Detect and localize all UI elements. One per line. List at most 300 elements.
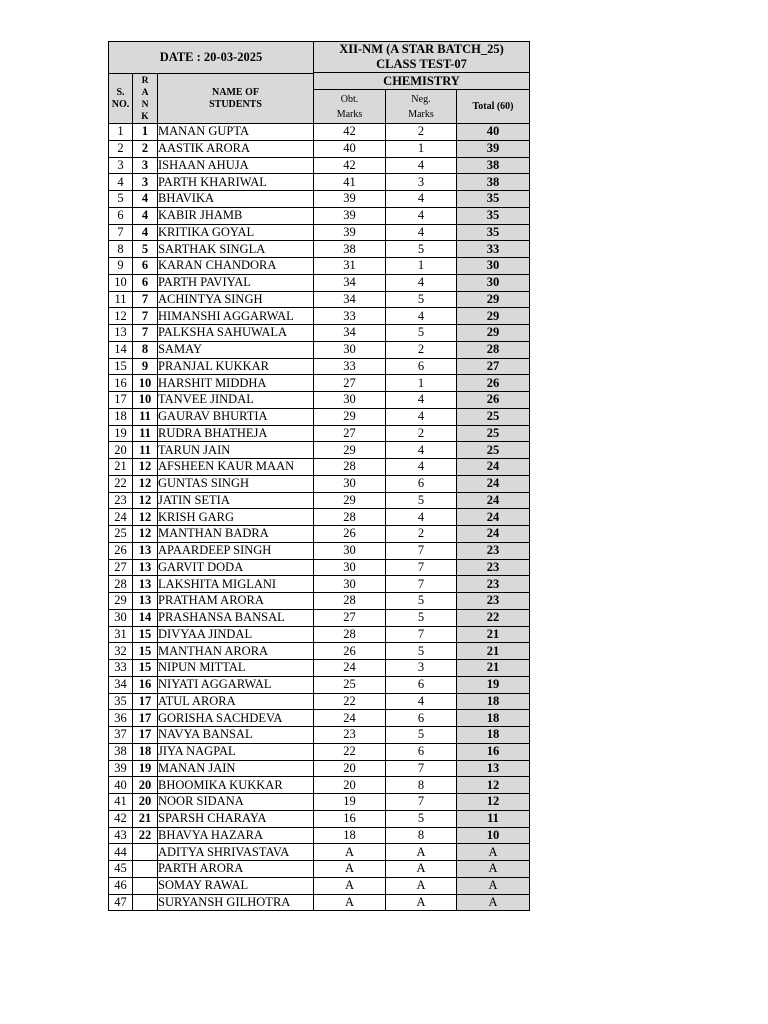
serial-number-cell: 18 bbox=[109, 408, 133, 425]
total-marks-cell: 26 bbox=[457, 375, 530, 392]
obtained-marks-cell: 19 bbox=[314, 794, 386, 811]
student-name-cell: ADITYA SHRIVASTAVA bbox=[158, 844, 314, 861]
table-row bbox=[109, 810, 530, 827]
negative-marks-cell: 4 bbox=[386, 191, 457, 208]
total-marks-cell: 27 bbox=[457, 358, 530, 375]
negative-marks-cell: 3 bbox=[386, 660, 457, 677]
total-marks-cell: A bbox=[457, 861, 530, 878]
total-marks-cell: 10 bbox=[457, 827, 530, 844]
serial-number-cell: 37 bbox=[109, 727, 133, 744]
negative-marks-cell: 7 bbox=[386, 626, 457, 643]
serial-number-cell: 28 bbox=[109, 576, 133, 593]
negative-marks-cell: 5 bbox=[386, 593, 457, 610]
student-name-cell: BHAVYA HAZARA bbox=[158, 827, 314, 844]
student-name-cell: BHOOMIKA KUKKAR bbox=[158, 777, 314, 794]
table-row bbox=[109, 475, 530, 492]
serial-number-cell: 2 bbox=[109, 140, 133, 157]
table-row bbox=[109, 542, 530, 559]
table-row bbox=[109, 459, 530, 476]
negative-marks-cell: 5 bbox=[386, 643, 457, 660]
total-marks-cell: 25 bbox=[457, 425, 530, 442]
serial-number-cell: 26 bbox=[109, 542, 133, 559]
rank-header-letter: A bbox=[141, 87, 149, 98]
serial-number-cell: 40 bbox=[109, 777, 133, 794]
negative-marks-cell: 4 bbox=[386, 459, 457, 476]
student-name-cell: MANTHAN ARORA bbox=[158, 643, 314, 660]
student-rows bbox=[109, 124, 530, 911]
student-name-cell: NIYATI AGGARWAL bbox=[158, 676, 314, 693]
student-name-cell: ATUL ARORA bbox=[158, 693, 314, 710]
student-name-cell: PARTH PAVIYAL bbox=[158, 274, 314, 291]
serial-number-cell: 43 bbox=[109, 827, 133, 844]
serial-number-cell: 8 bbox=[109, 241, 133, 258]
rank-cell: 13 bbox=[133, 593, 158, 610]
negative-marks-cell: 4 bbox=[386, 308, 457, 325]
serial-number-cell: 27 bbox=[109, 559, 133, 576]
obtained-marks-cell: 34 bbox=[314, 325, 386, 342]
serial-number-cell: 10 bbox=[109, 274, 133, 291]
rank-cell: 15 bbox=[133, 660, 158, 677]
negative-marks-cell: 2 bbox=[386, 526, 457, 543]
rank-cell: 13 bbox=[133, 542, 158, 559]
student-name-cell: SARTHAK SINGLA bbox=[158, 241, 314, 258]
obtained-marks-cell: 41 bbox=[314, 174, 386, 191]
serial-number-cell: 13 bbox=[109, 325, 133, 342]
serial-number-cell: 45 bbox=[109, 861, 133, 878]
obt-header-line2: Marks bbox=[336, 108, 363, 120]
student-name-cell: BHAVIKA bbox=[158, 191, 314, 208]
table-row bbox=[109, 844, 530, 861]
serial-number-cell: 7 bbox=[109, 224, 133, 241]
total-marks-cell: 24 bbox=[457, 492, 530, 509]
student-name-cell: SOMAY RAWAL bbox=[158, 877, 314, 894]
obtained-marks-cell: 27 bbox=[314, 609, 386, 626]
obtained-marks-cell: 30 bbox=[314, 576, 386, 593]
table-row bbox=[109, 676, 530, 693]
table-row bbox=[109, 341, 530, 358]
student-name-cell: HIMANSHI AGGARWAL bbox=[158, 308, 314, 325]
student-name-cell: ISHAAN AHUJA bbox=[158, 157, 314, 174]
serial-number-cell: 17 bbox=[109, 392, 133, 409]
obt-marks-header bbox=[314, 90, 386, 124]
total-marks-cell: 30 bbox=[457, 258, 530, 275]
table-row bbox=[109, 559, 530, 576]
total-marks-cell: 39 bbox=[457, 140, 530, 157]
table-row bbox=[109, 760, 530, 777]
negative-marks-cell: 8 bbox=[386, 777, 457, 794]
student-name-cell: NIPUN MITTAL bbox=[158, 660, 314, 677]
student-name-cell: NAVYA BANSAL bbox=[158, 727, 314, 744]
negative-marks-cell: 5 bbox=[386, 727, 457, 744]
total-marks-cell: 21 bbox=[457, 660, 530, 677]
serial-number-cell: 42 bbox=[109, 810, 133, 827]
student-name-cell: PRANJAL KUKKAR bbox=[158, 358, 314, 375]
serial-number-cell: 1 bbox=[109, 124, 133, 141]
negative-marks-cell: 7 bbox=[386, 559, 457, 576]
student-name-cell: KRITIKA GOYAL bbox=[158, 224, 314, 241]
negative-marks-cell: A bbox=[386, 844, 457, 861]
obtained-marks-cell: 28 bbox=[314, 626, 386, 643]
rank-cell: 5 bbox=[133, 241, 158, 258]
serial-number-cell: 34 bbox=[109, 676, 133, 693]
table-row bbox=[109, 526, 530, 543]
negative-marks-cell: 2 bbox=[386, 425, 457, 442]
name-header bbox=[158, 74, 314, 124]
rank-cell: 15 bbox=[133, 626, 158, 643]
serial-number-cell: 5 bbox=[109, 191, 133, 208]
obtained-marks-cell: 40 bbox=[314, 140, 386, 157]
negative-marks-cell: 4 bbox=[386, 442, 457, 459]
negative-marks-cell: 4 bbox=[386, 207, 457, 224]
total-marks-cell: 12 bbox=[457, 777, 530, 794]
rank-cell: 12 bbox=[133, 509, 158, 526]
table-row bbox=[109, 609, 530, 626]
student-name-cell: APAARDEEP SINGH bbox=[158, 542, 314, 559]
serial-number-cell: 35 bbox=[109, 693, 133, 710]
table-row bbox=[109, 693, 530, 710]
serial-number-cell: 47 bbox=[109, 894, 133, 911]
serial-number-cell: 46 bbox=[109, 877, 133, 894]
total-marks-cell: A bbox=[457, 877, 530, 894]
rank-header bbox=[133, 74, 158, 124]
negative-marks-cell: 4 bbox=[386, 509, 457, 526]
serial-number-cell: 6 bbox=[109, 207, 133, 224]
negative-marks-cell: 4 bbox=[386, 157, 457, 174]
serial-number-cell: 44 bbox=[109, 844, 133, 861]
rank-cell: 14 bbox=[133, 609, 158, 626]
obtained-marks-cell: 39 bbox=[314, 224, 386, 241]
rank-cell: 11 bbox=[133, 408, 158, 425]
obtained-marks-cell: 30 bbox=[314, 392, 386, 409]
total-marks-cell: 13 bbox=[457, 760, 530, 777]
negative-marks-cell: 3 bbox=[386, 174, 457, 191]
rank-cell: 20 bbox=[133, 794, 158, 811]
table-row bbox=[109, 509, 530, 526]
rank-cell: 13 bbox=[133, 576, 158, 593]
rank-header-letter: K bbox=[141, 111, 149, 122]
rank-cell: 19 bbox=[133, 760, 158, 777]
rank-cell: 9 bbox=[133, 358, 158, 375]
obtained-marks-cell: 34 bbox=[314, 291, 386, 308]
student-name-cell: AFSHEEN KAUR MAAN bbox=[158, 459, 314, 476]
total-marks-cell: 23 bbox=[457, 593, 530, 610]
rank-cell: 13 bbox=[133, 559, 158, 576]
rank-cell bbox=[133, 894, 158, 911]
rank-cell: 10 bbox=[133, 392, 158, 409]
rank-cell: 7 bbox=[133, 325, 158, 342]
obtained-marks-cell: 34 bbox=[314, 274, 386, 291]
obtained-marks-cell: 16 bbox=[314, 810, 386, 827]
student-name-cell: KABIR JHAMB bbox=[158, 207, 314, 224]
student-name-cell: PARTH ARORA bbox=[158, 861, 314, 878]
rank-header-letter: R bbox=[141, 75, 149, 86]
student-name-cell: KRISH GARG bbox=[158, 509, 314, 526]
student-name-cell: GARVIT DODA bbox=[158, 559, 314, 576]
table-row bbox=[109, 274, 530, 291]
total-marks-cell: 35 bbox=[457, 224, 530, 241]
table-row bbox=[109, 207, 530, 224]
rank-cell: 4 bbox=[133, 224, 158, 241]
obtained-marks-cell: 18 bbox=[314, 827, 386, 844]
negative-marks-cell: 5 bbox=[386, 810, 457, 827]
table-row bbox=[109, 375, 530, 392]
student-name-cell: KARAN CHANDORA bbox=[158, 258, 314, 275]
rank-cell: 11 bbox=[133, 425, 158, 442]
rank-cell: 4 bbox=[133, 191, 158, 208]
rank-cell bbox=[133, 877, 158, 894]
rank-cell: 21 bbox=[133, 810, 158, 827]
table-row bbox=[109, 358, 530, 375]
student-name-cell: PRATHAM ARORA bbox=[158, 593, 314, 610]
serial-number-cell: 23 bbox=[109, 492, 133, 509]
total-marks-cell: 35 bbox=[457, 207, 530, 224]
obtained-marks-cell: 24 bbox=[314, 660, 386, 677]
obtained-marks-cell: 22 bbox=[314, 743, 386, 760]
rank-cell bbox=[133, 844, 158, 861]
total-marks-cell: 38 bbox=[457, 174, 530, 191]
title-row bbox=[109, 42, 530, 73]
table-row bbox=[109, 743, 530, 760]
student-name-cell: LAKSHITA MIGLANI bbox=[158, 576, 314, 593]
serial-number-cell: 12 bbox=[109, 308, 133, 325]
student-name-cell: GAURAV BHURTIA bbox=[158, 408, 314, 425]
negative-marks-cell: 7 bbox=[386, 760, 457, 777]
negative-marks-cell: 6 bbox=[386, 358, 457, 375]
table-row bbox=[109, 593, 530, 610]
obtained-marks-cell: A bbox=[314, 861, 386, 878]
table-row bbox=[109, 643, 530, 660]
obtained-marks-cell: 28 bbox=[314, 509, 386, 526]
total-marks-cell: 18 bbox=[457, 693, 530, 710]
table-row bbox=[109, 861, 530, 878]
table-row bbox=[109, 894, 530, 911]
obtained-marks-cell: 29 bbox=[314, 442, 386, 459]
sno-header-line2: NO. bbox=[111, 98, 130, 110]
obtained-marks-cell: 27 bbox=[314, 375, 386, 392]
total-marks-cell: 22 bbox=[457, 609, 530, 626]
negative-marks-cell: 7 bbox=[386, 542, 457, 559]
obtained-marks-cell: 27 bbox=[314, 425, 386, 442]
total-marks-cell: 19 bbox=[457, 676, 530, 693]
negative-marks-cell: 5 bbox=[386, 291, 457, 308]
name-header-line1: NAME OF bbox=[212, 86, 259, 98]
negative-marks-cell: 7 bbox=[386, 794, 457, 811]
negative-marks-cell: A bbox=[386, 861, 457, 878]
table-row bbox=[109, 827, 530, 844]
student-name-cell: DIVYAA JINDAL bbox=[158, 626, 314, 643]
obtained-marks-cell: 30 bbox=[314, 559, 386, 576]
total-marks-cell: 28 bbox=[457, 341, 530, 358]
student-name-cell: PALKSHA SAHUWALA bbox=[158, 325, 314, 342]
negative-marks-cell: 4 bbox=[386, 224, 457, 241]
serial-number-cell: 25 bbox=[109, 526, 133, 543]
negative-marks-cell: 6 bbox=[386, 676, 457, 693]
serial-number-cell: 21 bbox=[109, 459, 133, 476]
obtained-marks-cell: 24 bbox=[314, 710, 386, 727]
total-marks-cell: 18 bbox=[457, 710, 530, 727]
obtained-marks-cell: 33 bbox=[314, 358, 386, 375]
student-name-cell: JATIN SETIA bbox=[158, 492, 314, 509]
sno-header bbox=[109, 74, 133, 124]
obtained-marks-cell: 29 bbox=[314, 492, 386, 509]
total-marks-cell: 11 bbox=[457, 810, 530, 827]
obtained-marks-cell: 30 bbox=[314, 542, 386, 559]
serial-number-cell: 14 bbox=[109, 341, 133, 358]
rank-cell: 8 bbox=[133, 341, 158, 358]
student-name-cell: HARSHIT MIDDHA bbox=[158, 375, 314, 392]
table-row bbox=[109, 174, 530, 191]
test-title bbox=[314, 42, 530, 73]
table-row bbox=[109, 157, 530, 174]
student-name-cell: GUNTAS SINGH bbox=[158, 475, 314, 492]
table-row bbox=[109, 191, 530, 208]
student-name-cell: PRASHANSA BANSAL bbox=[158, 609, 314, 626]
obtained-marks-cell: 23 bbox=[314, 727, 386, 744]
obtained-marks-cell: 28 bbox=[314, 593, 386, 610]
serial-number-cell: 31 bbox=[109, 626, 133, 643]
total-marks-cell: 12 bbox=[457, 794, 530, 811]
table-row bbox=[109, 124, 530, 141]
negative-marks-cell: 6 bbox=[386, 743, 457, 760]
serial-number-cell: 33 bbox=[109, 660, 133, 677]
total-marks-cell: 21 bbox=[457, 643, 530, 660]
total-marks-cell: 24 bbox=[457, 475, 530, 492]
negative-marks-cell: 6 bbox=[386, 710, 457, 727]
serial-number-cell: 19 bbox=[109, 425, 133, 442]
obtained-marks-cell: A bbox=[314, 844, 386, 861]
rank-cell: 12 bbox=[133, 492, 158, 509]
rank-cell: 6 bbox=[133, 258, 158, 275]
student-name-cell: MANAN JAIN bbox=[158, 760, 314, 777]
serial-number-cell: 22 bbox=[109, 475, 133, 492]
student-name-cell: MANTHAN BADRA bbox=[158, 526, 314, 543]
negative-marks-cell: 1 bbox=[386, 258, 457, 275]
total-marks-cell: 29 bbox=[457, 291, 530, 308]
table-row bbox=[109, 308, 530, 325]
rank-cell: 15 bbox=[133, 643, 158, 660]
total-header: Total (60) bbox=[457, 90, 530, 124]
name-header-line2: STUDENTS bbox=[209, 98, 262, 110]
table-row bbox=[109, 660, 530, 677]
rank-cell: 17 bbox=[133, 693, 158, 710]
obtained-marks-cell: 29 bbox=[314, 408, 386, 425]
total-marks-cell: 25 bbox=[457, 408, 530, 425]
table-row bbox=[109, 392, 530, 409]
negative-marks-cell: 2 bbox=[386, 341, 457, 358]
negative-marks-cell: 1 bbox=[386, 375, 457, 392]
total-marks-cell: 40 bbox=[457, 124, 530, 141]
table-row bbox=[109, 576, 530, 593]
negative-marks-cell: 1 bbox=[386, 140, 457, 157]
total-marks-cell: 33 bbox=[457, 241, 530, 258]
serial-number-cell: 29 bbox=[109, 593, 133, 610]
rank-cell: 12 bbox=[133, 526, 158, 543]
rank-cell: 2 bbox=[133, 140, 158, 157]
serial-number-cell: 9 bbox=[109, 258, 133, 275]
rank-cell: 20 bbox=[133, 777, 158, 794]
obtained-marks-cell: 26 bbox=[314, 526, 386, 543]
total-marks-cell: 23 bbox=[457, 542, 530, 559]
obtained-marks-cell: 33 bbox=[314, 308, 386, 325]
serial-number-cell: 20 bbox=[109, 442, 133, 459]
obt-header-line1: Obt. bbox=[340, 93, 359, 105]
total-marks-cell: 29 bbox=[457, 325, 530, 342]
table-row bbox=[109, 258, 530, 275]
total-marks-cell: 24 bbox=[457, 509, 530, 526]
rank-header-letter: N bbox=[141, 99, 149, 110]
class-test-name: CLASS TEST-07 bbox=[376, 57, 467, 71]
total-marks-cell: 16 bbox=[457, 743, 530, 760]
total-marks-cell: 30 bbox=[457, 274, 530, 291]
serial-number-cell: 4 bbox=[109, 174, 133, 191]
rank-cell: 22 bbox=[133, 827, 158, 844]
student-name-cell: GORISHA SACHDEVA bbox=[158, 710, 314, 727]
obtained-marks-cell: 42 bbox=[314, 124, 386, 141]
serial-number-cell: 41 bbox=[109, 794, 133, 811]
total-marks-cell: 38 bbox=[457, 157, 530, 174]
serial-number-cell: 36 bbox=[109, 710, 133, 727]
neg-header-line2: Marks bbox=[408, 108, 434, 120]
rank-cell: 6 bbox=[133, 274, 158, 291]
negative-marks-cell: 5 bbox=[386, 609, 457, 626]
obtained-marks-cell: 42 bbox=[314, 157, 386, 174]
student-name-cell: TANVEE JINDAL bbox=[158, 392, 314, 409]
test-date: DATE : 20-03-2025 bbox=[109, 42, 314, 74]
rank-cell: 4 bbox=[133, 207, 158, 224]
rank-cell: 7 bbox=[133, 308, 158, 325]
sno-header-line1: S. bbox=[116, 86, 125, 98]
rank-cell bbox=[133, 861, 158, 878]
obtained-marks-cell: 20 bbox=[314, 777, 386, 794]
obtained-marks-cell: 38 bbox=[314, 241, 386, 258]
student-name-cell: NOOR SIDANA bbox=[158, 794, 314, 811]
serial-number-cell: 32 bbox=[109, 643, 133, 660]
obtained-marks-cell: 30 bbox=[314, 341, 386, 358]
rank-cell: 1 bbox=[133, 124, 158, 141]
total-marks-cell: 18 bbox=[457, 727, 530, 744]
serial-number-cell: 24 bbox=[109, 509, 133, 526]
total-marks-cell: A bbox=[457, 844, 530, 861]
rank-cell: 7 bbox=[133, 291, 158, 308]
table-row bbox=[109, 727, 530, 744]
total-marks-cell: 21 bbox=[457, 626, 530, 643]
student-name-cell: PARTH KHARIWAL bbox=[158, 174, 314, 191]
negative-marks-cell: 4 bbox=[386, 408, 457, 425]
total-marks-cell: A bbox=[457, 894, 530, 911]
rank-cell: 18 bbox=[133, 743, 158, 760]
negative-marks-cell: A bbox=[386, 894, 457, 911]
table-row bbox=[109, 241, 530, 258]
negative-marks-cell: 4 bbox=[386, 274, 457, 291]
obtained-marks-cell: A bbox=[314, 894, 386, 911]
student-name-cell: MANAN GUPTA bbox=[158, 124, 314, 141]
results-table bbox=[108, 41, 530, 911]
negative-marks-cell: 5 bbox=[386, 492, 457, 509]
total-marks-cell: 25 bbox=[457, 442, 530, 459]
total-marks-cell: 24 bbox=[457, 526, 530, 543]
student-name-cell: AASTIK ARORA bbox=[158, 140, 314, 157]
table-row bbox=[109, 325, 530, 342]
table-row bbox=[109, 291, 530, 308]
student-name-cell: JIYA NAGPAL bbox=[158, 743, 314, 760]
table-row bbox=[109, 224, 530, 241]
table-row bbox=[109, 442, 530, 459]
table-row bbox=[109, 140, 530, 157]
obtained-marks-cell: 31 bbox=[314, 258, 386, 275]
student-name-cell: SPARSH CHARAYA bbox=[158, 810, 314, 827]
subject-heading: CHEMISTRY bbox=[314, 73, 530, 90]
table-row bbox=[109, 626, 530, 643]
